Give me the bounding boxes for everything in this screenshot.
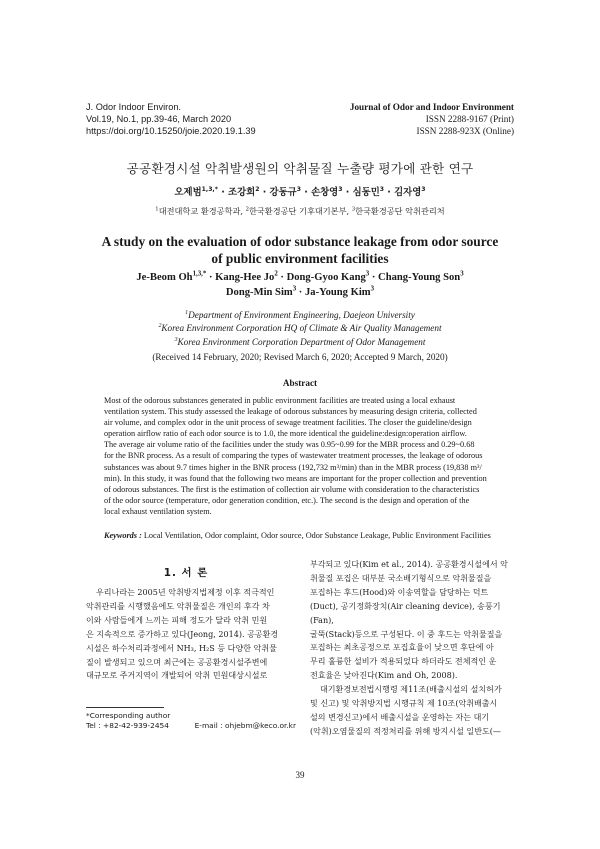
english-title-line-1: A study on the evaluation of odor substance leakage from odor source <box>101 234 499 249</box>
korean-author-name: 손창영 <box>311 187 339 198</box>
english-author-name: Chang-Young Son <box>378 272 461 283</box>
received-dates: (Received 14 February, 2020; Revised March 6, 2020; Accepted 9 March, 2020) <box>152 352 448 362</box>
english-author-sep: · <box>206 272 216 283</box>
abstract-body <box>104 395 511 517</box>
korean-author-sep: · <box>384 187 395 198</box>
doi-link[interactable]: https://doi.org/10.15250/joie.2020.19.1.39 <box>86 126 256 137</box>
abstract-line: substances was about 9.7 times higher in the BNR process (192,732 m³/min) than in the MBR process (19,838 m³/ <box>104 462 482 472</box>
journal-header-left <box>86 101 256 138</box>
english-affiliations <box>60 309 540 349</box>
korean-affil-text: 대전대학교 환경공학과, <box>158 206 246 216</box>
english-author-sup: 3 <box>460 270 464 278</box>
korean-author-sup: 3 <box>296 185 301 193</box>
journal-header-right <box>350 101 514 138</box>
korean-author-sup: 2 <box>255 185 260 193</box>
korean-author-sep: · <box>217 187 229 198</box>
footnote <box>86 711 296 732</box>
body-line: 무리 훌륭한 설비가 적용되었다 하더라도 전체적인 운 <box>310 657 497 667</box>
english-affil-text: Korea Environment Corporation Department of Odor Management <box>177 336 426 347</box>
english-author-sup: 3 <box>370 285 375 293</box>
abstract-line: air volume, and complex odor in the unit process of sewage treatment facilities. The closer the guideline/design <box>104 418 472 428</box>
body-line: 질이 발생되고 있으며 최근에는 공공환경시설주변에 <box>86 657 268 667</box>
body-column-right <box>310 558 515 739</box>
body-line: 대기환경보전법시행령 제11조(배출시설의 설치허가 <box>320 685 502 695</box>
korean-affil-sup: 3 <box>351 206 356 213</box>
body-line: 포집하는 후드(Hood)와 이송역할을 담당하는 덕트 <box>310 587 489 597</box>
body-line: 악취관리를 시행했음에도 악취물질은 개인의 후각 차 <box>86 601 270 611</box>
english-author-sep: · <box>277 272 287 283</box>
english-authors-line-1 <box>60 270 540 285</box>
issn-online: ISSN 2288-923X (Online) <box>416 126 514 137</box>
body-line: 취물질 포집은 대부분 국소배기형식으로 악취물질을 <box>310 573 492 583</box>
body-line: 굴뚝(Stack)등으로 구성된다. 이 중 후드는 악취물질을 <box>310 629 503 639</box>
volume-info: Vol.19, No.1, pp.39-46, March 2020 <box>86 114 232 125</box>
abstract-line: Most of the odorous substances generated in public environment facilities are treated using a local exhaust <box>104 396 456 405</box>
english-author-name: Ja-Young Kim <box>305 287 371 298</box>
korean-author-sep: · <box>342 187 353 198</box>
korean-affil-text: 한국환경공단 기후대기본부, <box>248 206 352 216</box>
abstract-line: The average air volume ratio of the facilities under the study was 0.95~0.99 for the MBR process and 0.29~0.68 <box>104 440 475 450</box>
english-author-name: Kang-Hee Jo <box>215 272 275 283</box>
korean-author-name: 조강희 <box>228 187 256 198</box>
abstract-line: of odorous substances. The first is the estimation of collection air volume with consideration to the characteristics <box>104 484 480 494</box>
english-author-sup: 2 <box>274 270 278 278</box>
korean-author-sup: 3 <box>338 185 343 193</box>
korean-author-sep: · <box>259 187 270 198</box>
korean-author-sup: 3 <box>421 185 426 193</box>
abstract-line: local exhaust ventilation system. <box>104 506 212 516</box>
english-authors-line-2 <box>60 285 540 300</box>
body-line: 설의 변경신고)에서 배출시설을 운영하는 자는 대기 <box>310 712 490 722</box>
body-line: 시설은 하수처리과정에서 NH₃, H₂S 등 다양한 악취물 <box>86 643 277 653</box>
abstract-line: of the odor source (temperature, odor generation condition, etc.). The second is the design and operation of the <box>104 495 470 505</box>
body-line: 및 신고) 및 악취방지법 시행규칙 제 10조(악취배출시 <box>310 699 498 709</box>
korean-affil-sup: 1 <box>155 206 159 213</box>
abstract-line: min). In this study, it was found that the following two means are important for the proper collection and prevention <box>104 473 487 483</box>
body-column-left <box>86 586 286 683</box>
keywords-text: Local Ventilation, Odor complaint, Odor source, Odor Substance Leakage, Public Environment Facilities <box>143 531 491 540</box>
english-author-sup: 3 <box>292 285 297 293</box>
korean-author-sup: 3 <box>379 185 384 193</box>
body-line: 은 지속적으로 증가하고 있다(Jeong, 2014). 공공환경 <box>86 629 279 639</box>
english-author-sup: 3 <box>365 270 370 278</box>
english-affil-sup: 2 <box>158 323 162 330</box>
page-number: 39 <box>295 770 305 780</box>
korean-authors <box>0 184 600 198</box>
english-author-name: Dong-Min Sim <box>225 287 293 298</box>
abstract-line: for the BNR process. As a result of comparing the types of wastewater treatment processes, the leakage of odorous <box>104 451 483 461</box>
english-title <box>60 233 540 267</box>
journal-name: Journal of Odor and Indoor Environment <box>349 102 514 112</box>
body-line: 부각되고 있다(Kim et al., 2014). 공공환경시설에서 악 <box>310 560 508 569</box>
corresponding-author-label: *Corresponding author <box>86 711 171 720</box>
corresponding-phone: Tel : +82-42-939-2454 <box>86 721 169 731</box>
korean-title: 공공환경시설 악취발생원의 악취물질 누출량 평가에 관한 연구 <box>126 161 474 176</box>
korean-author-name: 강동규 <box>269 187 297 198</box>
body-line: 전효율은 낮아진다(Kim and Oh, 2008). <box>310 671 458 681</box>
english-authors <box>60 270 540 300</box>
english-author-sep: · <box>369 272 379 283</box>
english-affil-sup: 3 <box>174 336 178 343</box>
korean-affil-sup: 2 <box>245 206 249 213</box>
abstract-line: operation airflow ratio of each odor source is to 1.0, the more identical the guideline:design:operation airflow. <box>104 429 467 439</box>
english-author-name: Je-Beom Oh <box>136 272 193 283</box>
body-line: 대규모로 주거지역이 개발되어 악취 민원대상시설로 <box>86 671 268 681</box>
body-line: (Duct), 공기정화장치(Air cleaning device), 송풍기(Fan), <box>310 601 501 625</box>
korean-affiliations <box>0 206 600 217</box>
body-line: (악취)오염물질의 적정처리를 위해 방지시설 일반도(— <box>310 726 501 736</box>
corresponding-email[interactable]: E-mail : ohjebm@keco.or.kr <box>194 721 296 731</box>
korean-author-sup: 1,3,* <box>201 185 218 193</box>
korean-affil-text: 한국환경공단 악취관리처 <box>355 206 445 216</box>
issn-print: ISSN 2288-9167 (Print) <box>425 114 514 125</box>
korean-author-name: 오제범 <box>174 187 202 198</box>
english-title-line-2: of public environment facilities <box>211 251 389 266</box>
english-author-sup: 1,3,* <box>192 270 207 278</box>
korean-author-name: 심동민 <box>352 187 380 198</box>
keywords-label: Keywords : <box>104 531 142 540</box>
keywords <box>104 531 524 540</box>
body-line: 포집하는 최초공정으로 포집효율이 낮으면 후단에 아 <box>310 643 494 653</box>
english-affil-text: Korea Environment Corporation HQ of Climate & Air Quality Management <box>161 323 442 334</box>
korean-author-sep: · <box>300 187 312 198</box>
english-affiliation <box>60 336 540 349</box>
journal-abbrev: J. Odor Indoor Environ. <box>86 102 181 112</box>
abstract-line: ventilation system. This study assessed the leakage of odorous substances by measuring design criteria, collected <box>104 407 477 417</box>
english-affiliation <box>60 309 540 322</box>
korean-author-name: 김자영 <box>394 187 422 198</box>
footnote-divider <box>86 707 164 708</box>
body-line: 우리나라는 2005년 악취방지법제정 이후 적극적인 <box>96 588 275 597</box>
body-line: 이와 사람들에게 느끼는 피해 정도가 달라 악취 민원 <box>86 615 268 625</box>
section-title: 1. 서 론 <box>163 567 209 579</box>
english-affiliation <box>60 322 540 335</box>
english-author-sep: · <box>296 287 305 298</box>
english-affil-text: Department of Environment Engineering, Daejeon University <box>188 310 415 320</box>
english-affil-sup: 1 <box>185 309 189 316</box>
abstract-heading: Abstract <box>282 378 318 388</box>
english-author-name: Dong-Gyoo Kang <box>286 272 366 283</box>
